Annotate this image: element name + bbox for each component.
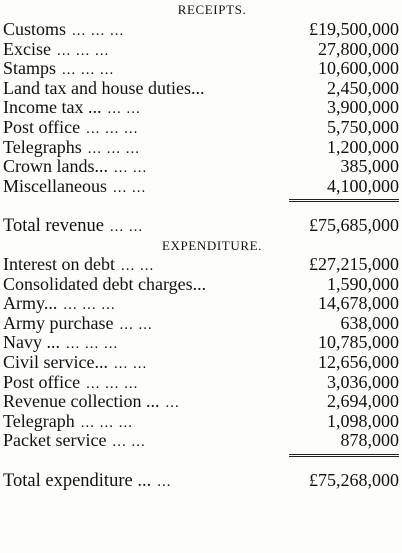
row-amount: 638,000 — [340, 312, 399, 333]
row-label: Revenue collection ... — [3, 391, 160, 412]
expenditure-row-interest — [3, 255, 399, 275]
leader-dots: ... ... ... — [80, 414, 133, 431]
total-expenditure-row — [3, 471, 399, 491]
leader-dots: ... ... ... — [62, 62, 115, 79]
row-label: Miscellaneous — [3, 175, 107, 196]
leader-dots: ... ... ... — [72, 23, 125, 39]
leader-dots: ... ... — [109, 219, 144, 236]
leader-dots: ... ... — [113, 355, 148, 372]
total-revenue-row — [3, 216, 399, 236]
finance-table — [3, 0, 399, 490]
receipts-list — [3, 20, 399, 196]
leader-dots: ... ... ... — [56, 42, 110, 59]
row-label: Excise — [3, 38, 51, 59]
row-amount: 10,600,000 — [318, 58, 399, 79]
row-amount: 1,200,000 — [327, 136, 399, 157]
expenditure-total-rule — [3, 451, 399, 459]
leader-dots: ... ... ... — [63, 297, 116, 314]
row-amount: 2,450,000 — [327, 77, 399, 98]
row-label: Army purchase — [3, 312, 114, 333]
total-amount: £75,268,000 — [309, 469, 399, 490]
expenditure-row-army-purchase — [3, 314, 399, 334]
receipt-row-customs — [3, 20, 399, 40]
row-amount: 2,694,000 — [327, 391, 399, 412]
leader-dots: ... ... — [120, 257, 155, 274]
leader-dots: ... ... ... — [86, 375, 139, 392]
receipt-row-telegraphs — [3, 138, 399, 158]
expenditure-row-telegraph — [3, 412, 399, 432]
leader-dots: ... — [165, 395, 180, 412]
total-label: Total revenue — [3, 216, 104, 237]
receipt-row-income-tax — [3, 98, 399, 118]
expenditure-heading: EXPENDITURE. — [162, 237, 262, 253]
expenditure-row-navy — [3, 333, 399, 353]
row-amount: 27,800,000 — [318, 38, 399, 59]
row-label: Post office — [3, 371, 81, 392]
total-label: Total expenditure ... — [3, 470, 152, 491]
row-label: Interest on debt — [3, 253, 115, 274]
expenditure-list — [3, 255, 399, 451]
leader-dots: ... ... — [112, 179, 147, 196]
leader-dots: ... ... — [119, 316, 153, 333]
row-label: Navy ... — [3, 332, 60, 353]
leader-dots: ... ... ... — [66, 336, 119, 353]
receipts-total-rule — [3, 196, 399, 204]
row-amount: 10,785,000 — [318, 332, 399, 353]
double-rule — [289, 454, 399, 457]
leader-dots: ... ... — [112, 434, 146, 451]
row-label: Telegraph — [3, 410, 75, 431]
row-amount: 3,036,000 — [327, 371, 399, 392]
row-amount: 3,900,000 — [327, 97, 399, 118]
receipts-heading: RECEIPTS. — [177, 2, 247, 17]
leader-dots: ... ... — [107, 101, 141, 118]
row-label: Land tax and house duties... — [3, 77, 205, 98]
row-amount: £27,215,000 — [309, 253, 399, 274]
double-rule — [289, 199, 399, 202]
row-amount: 1,590,000 — [327, 273, 399, 294]
leader-dots: ... — [157, 473, 172, 490]
receipt-row-miscellaneous — [3, 177, 399, 197]
row-amount: 4,100,000 — [327, 175, 399, 196]
row-label: Customs — [3, 19, 67, 39]
row-label: Consolidated debt charges... — [3, 273, 207, 294]
row-label: Packet service — [3, 430, 107, 451]
leader-dots: ... ... — [114, 160, 148, 177]
row-label: Crown lands... — [3, 156, 108, 177]
row-label: Civil service... — [3, 351, 108, 372]
row-label: Telegraphs — [3, 136, 82, 157]
row-label: Income tax ... — [3, 97, 102, 118]
expenditure-row-packet-service — [3, 431, 399, 451]
row-label: Stamps — [3, 58, 57, 79]
expenditure-row-consolidated — [3, 275, 399, 295]
row-amount: £19,500,000 — [309, 19, 399, 39]
row-amount: 5,750,000 — [327, 116, 399, 137]
leader-dots: ... ... ... — [87, 140, 140, 157]
row-amount: 1,098,000 — [327, 410, 399, 431]
leader-dots: ... ... ... — [86, 120, 139, 137]
row-amount: 12,656,000 — [318, 351, 399, 372]
row-label: Army... — [3, 293, 58, 314]
expenditure-row-civil-service — [3, 353, 399, 373]
receipt-row-post-office — [3, 118, 399, 138]
expenditure-row-revenue-collection — [3, 392, 399, 412]
expenditure-row-post-office — [3, 373, 399, 393]
row-label: Post office — [3, 116, 81, 137]
receipt-row-crown-lands — [3, 157, 399, 177]
receipt-row-stamps — [3, 59, 399, 79]
row-amount: 385,000 — [340, 156, 399, 177]
expenditure-row-army — [3, 294, 399, 314]
total-amount: £75,685,000 — [309, 215, 399, 236]
row-amount: 14,678,000 — [318, 293, 399, 314]
row-amount: 878,000 — [340, 430, 399, 451]
receipt-row-excise — [3, 40, 399, 60]
receipt-row-land-tax — [3, 79, 399, 99]
